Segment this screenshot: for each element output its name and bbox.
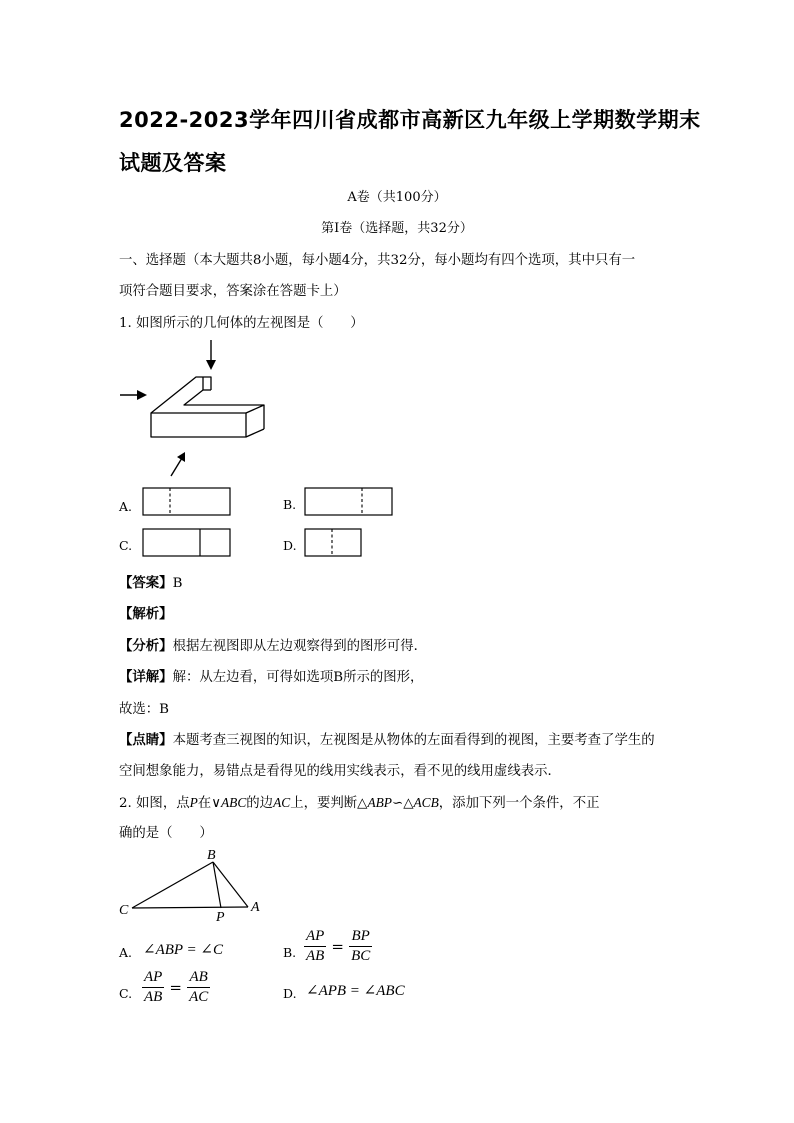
q1-solid-figure	[115, 336, 265, 486]
xiangjie-tag: 【详解】	[119, 669, 173, 685]
q2-stem-line2: 确的是（ ）	[119, 826, 213, 841]
q2-option-b-letter: B.	[283, 945, 297, 960]
q2-stem-pre: 2. 如图，点	[119, 796, 190, 811]
fenxi-tag: 【分析】	[119, 638, 173, 654]
q2-option-a-letter: A.	[119, 945, 133, 960]
frac-left: $\frac{AP}{AB}$	[144, 969, 163, 1005]
q1-option-a-letter: A.	[119, 499, 133, 514]
fenxi-text: 根据左视图即从左边观察得到的图形可得．	[172, 639, 427, 654]
frac-right: $\frac{AB}{AC}$	[189, 969, 209, 1005]
q2-triangle-abc: ∨ABC	[211, 795, 247, 810]
q2-stem-post: ，添加下列一个条件，不正	[438, 796, 600, 811]
q1-dianjing-line2: 空间想象能力，易错点是看得见的线用实线表示，看不见的线用虚线表示．	[119, 764, 561, 779]
answer-value: B	[172, 576, 183, 591]
label-p: P	[216, 910, 225, 924]
volume-a-heading: A卷（共100分）	[347, 190, 447, 205]
q1-option-d-figure[interactable]	[304, 528, 364, 558]
q1-fenxi	[119, 635, 427, 654]
top-arrow-head	[206, 360, 216, 370]
q1-option-b-figure[interactable]	[304, 487, 394, 517]
dianjing-tag: 【点睛】	[119, 732, 173, 748]
section-intro-line1: 一、选择题（本大题共8小题，每小题4分，共32分，每小题均有四个选项，其中只有一	[119, 253, 636, 268]
q2-option-a[interactable]: ∠ABP = ∠C	[143, 942, 223, 958]
document-title-line2: 试题及答案	[119, 151, 227, 175]
q2-stem-mid1: 在	[197, 796, 212, 811]
q1-option-b-letter: B.	[283, 497, 297, 512]
q1-option-a-figure[interactable]	[142, 487, 232, 517]
q2-point-p: P	[189, 795, 198, 810]
q1-option-c-letter: C.	[119, 538, 133, 553]
q2-option-b[interactable]	[304, 928, 372, 965]
side-cb	[132, 862, 213, 908]
q2-side-ac: AC	[273, 795, 291, 810]
q2-similarity: △ABP∽△ACB	[357, 795, 439, 810]
q2-option-c[interactable]	[142, 969, 210, 1006]
label-b: B	[207, 848, 216, 863]
q2-stem-line1	[119, 792, 599, 811]
section-intro-line2: 项符合题目要求，答案涂在答题卡上）	[119, 284, 347, 299]
q2-triangle-figure	[115, 844, 275, 924]
answer-tag: 【答案】	[119, 575, 173, 591]
label-a: A	[251, 900, 260, 915]
q1-dianjing-line1	[119, 729, 655, 748]
q1-option-c-figure[interactable]	[142, 528, 232, 558]
frac-right: $\frac{BP}{BC}$	[351, 928, 371, 964]
q2-stem-mid3: 上，要判断	[290, 796, 358, 811]
side-ba	[213, 862, 248, 907]
q1-answer	[119, 572, 182, 591]
q2-option-c-letter: C.	[119, 986, 133, 1001]
left-arrow-head	[137, 390, 147, 400]
q2-option-d-letter: D.	[283, 986, 297, 1001]
equals-sign: =	[331, 937, 344, 956]
q1-xiangjie	[119, 666, 423, 685]
l-shaped-solid	[151, 377, 264, 437]
side-ca	[132, 907, 248, 908]
front-view-arrow	[171, 458, 182, 476]
segment-bp	[213, 862, 221, 908]
document-title-line1: 2022-2023学年四川省成都市高新区九年级上学期数学期末	[119, 108, 701, 132]
q1-analysis-tag: 【解析】	[119, 606, 173, 622]
q1-stem: 1. 如图所示的几何体的左视图是（ ）	[119, 316, 364, 331]
dianjing-text: 本题考查三视图的知识，左视图是从物体的左面看得到的视图，主要考查了学生的	[172, 733, 655, 748]
equals-sign: =	[169, 978, 182, 997]
q2-stem-mid2: 的边	[246, 796, 274, 811]
label-c: C	[119, 903, 129, 918]
q1-option-d-letter: D.	[283, 538, 297, 553]
xiangjie-text: 解：从左边看，可得如选项B所示的图形，	[172, 670, 424, 685]
q1-choose: 故选：B	[119, 702, 170, 717]
part-1-heading: 第Ⅰ卷（选择题，共32分）	[321, 221, 473, 236]
q2-option-d[interactable]: ∠APB = ∠ABC	[306, 983, 405, 999]
frac-left: $\frac{AP}{AB}$	[306, 928, 325, 964]
